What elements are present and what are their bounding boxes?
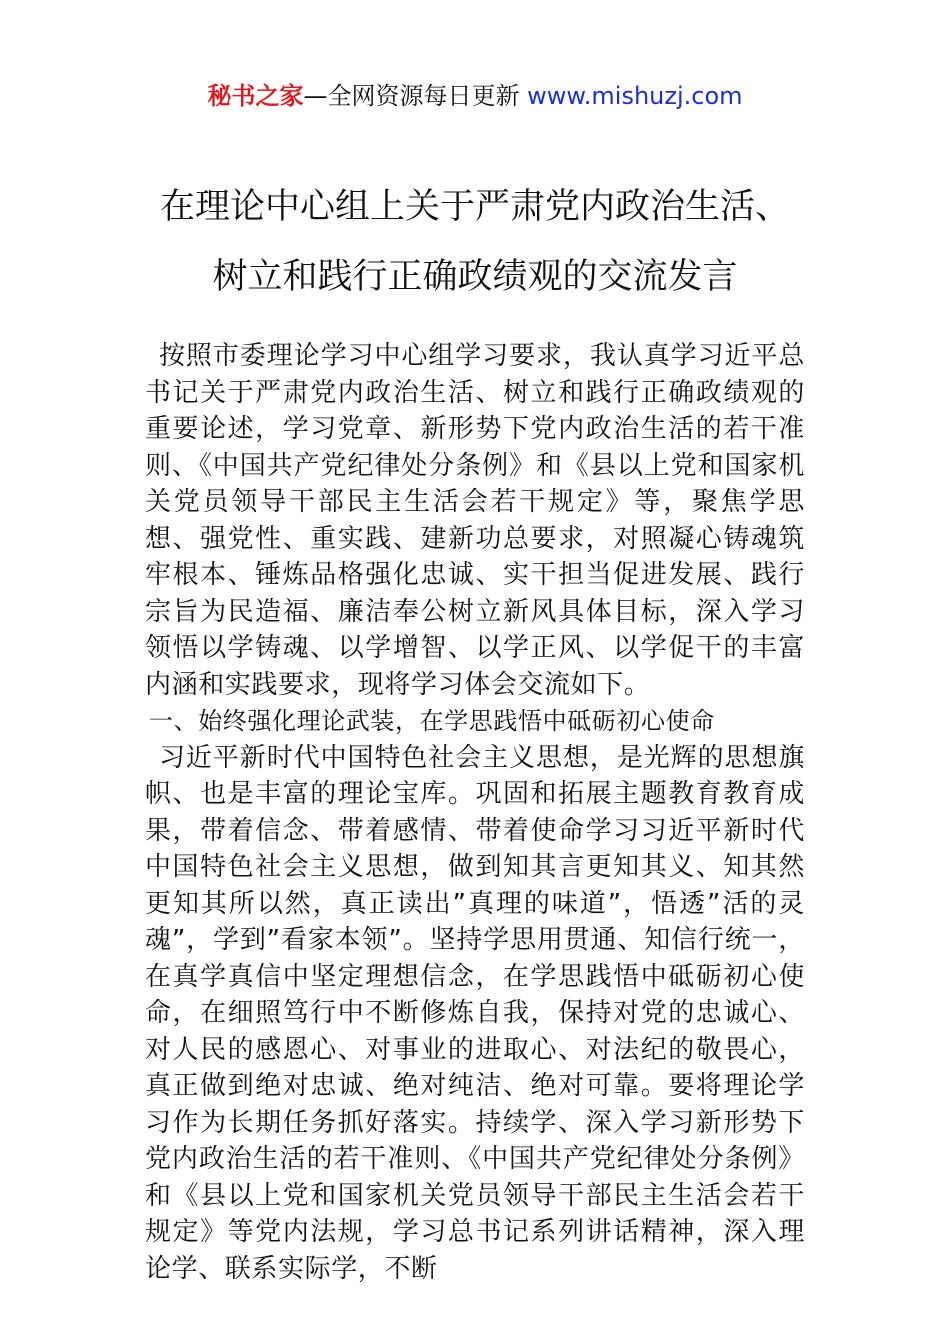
site-header <box>0 80 950 112</box>
site-brand: 秘书之家 <box>207 82 304 110</box>
site-tagline: —全网资源每日更新 <box>303 82 528 110</box>
title-line-1: 在理论中心组上关于严肃党内政治生活、 <box>159 187 790 227</box>
document-body <box>145 338 805 1287</box>
site-url[interactable]: www.mishuzj.com <box>527 82 743 110</box>
title-line-2: 树立和践行正确政绩观的交流发言 <box>212 257 738 297</box>
section-heading: 一、始终强化理论武装，在学思践悟中砥砺初心使命 <box>149 707 715 735</box>
body-paragraph: 习近平新时代中国特色社会主义思想，是光辉的思想旗帜、也是丰富的理论宝库。巩固和拓展主题教育教育成果，带着信念、带着感情、带着使命学习习近平新时代中国特色社会主义思想，做到知其言更知其义、知其然更知其所以然，真正读出”真理的味道”，悟透”活的灵魂”，学到”看家本领”。坚持学思用贯通、知信行统一，在真学真信中坚定理想信念，在学思践悟中砥砺初心使命，在细照笃行中不断修炼自我，保持对党的忠诚心、对人民的感恩心、对事业的进取心、对法纪的敬畏心，真正做到绝对忠诚、绝对纯洁、绝对可靠。要将理论学习作为长期任务抓好落实。持续学、深入学习新形势下党内政治生活的若干准则、《中国共产党纪律处分条例》和《县以上党和国家机关党员领导干部民主生活会若干规定》等党内法规，学习总书记系列讲话精神，深入理论学、联系实际学，不断 <box>145 742 805 1284</box>
document-title <box>0 172 950 312</box>
body-paragraph: 按照市委理论学习中心组学习要求，我认真学习近平总书记关于严肃党内政治生活、树立和践行正确政绩观的重要论述，学习党章、新形势下党内政治生活的若干准则、《中国共产党纪律处分条例》和《县以上党和国家机关党员领导干部民主生活会若干规定》等，聚焦学思想、强党性、重实践、建新功总要求，对照凝心铸魂筑牢根本、锤炼品格强化忠诚、实干担当促进发展、践行宗旨为民造福、廉洁奉公树立新风具体目标，深入学习领悟以学铸魂、以学增智、以学正风、以学促干的丰富内涵和实践要求，现将学习体会交流如下。 <box>145 341 805 700</box>
